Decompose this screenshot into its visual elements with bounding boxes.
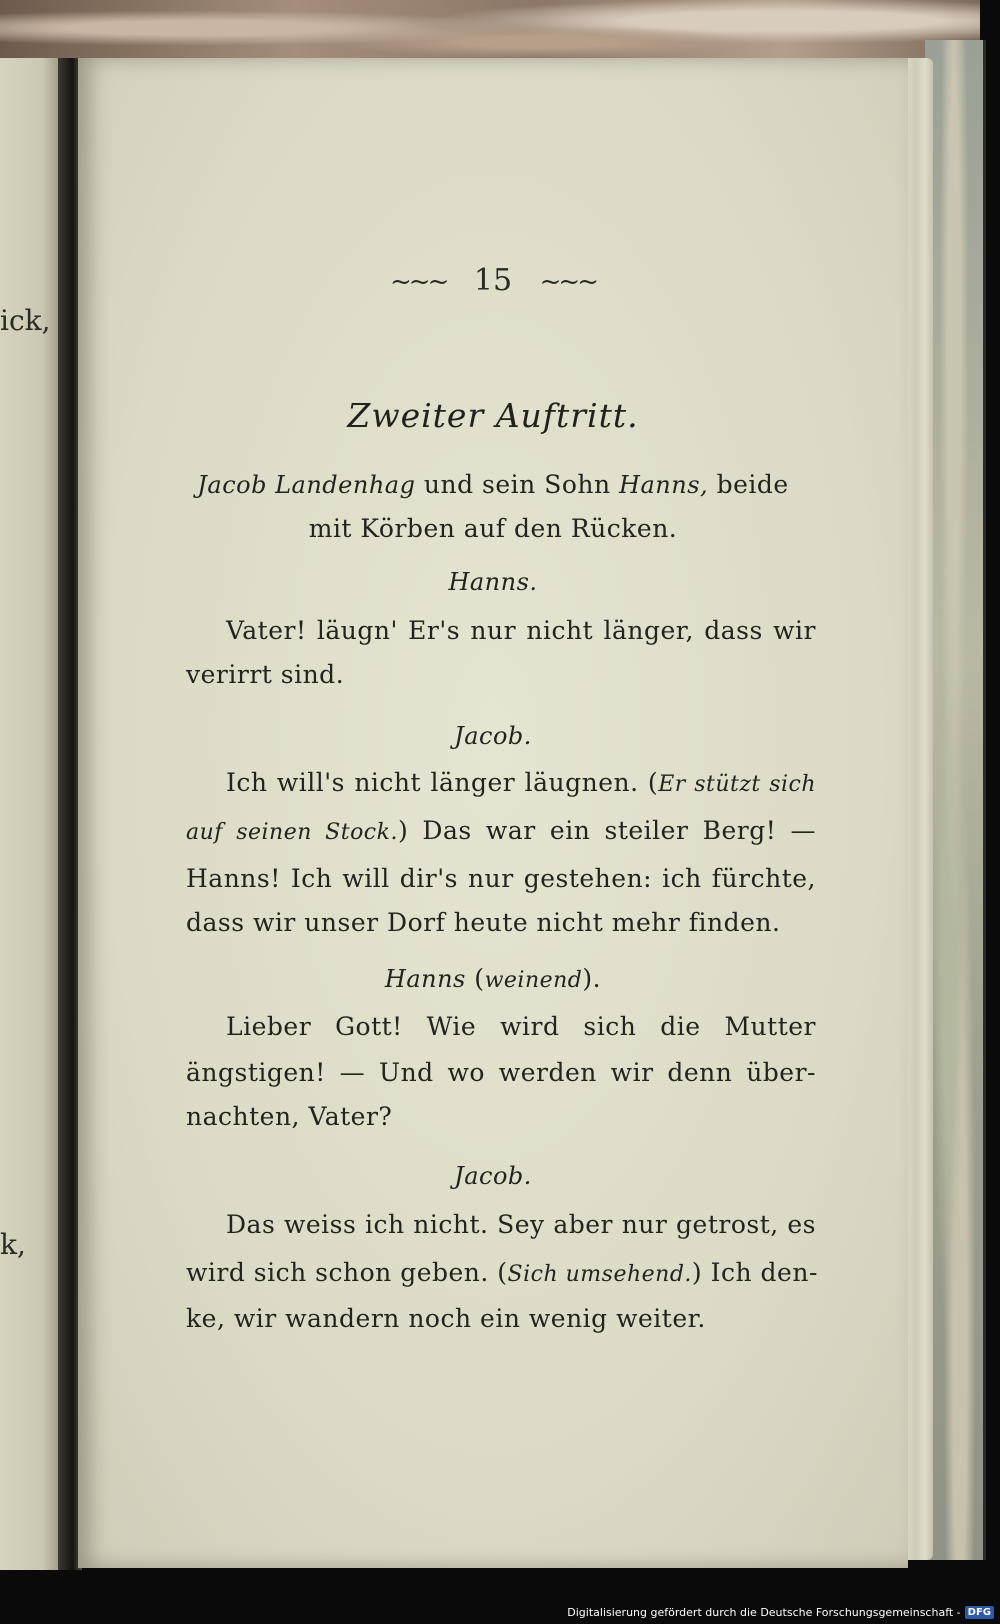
dialogue-line: Hanns! Ich will dir's nur gestehen: ich fürchte, bbox=[186, 864, 816, 893]
speaker-label: Hanns. bbox=[448, 568, 538, 596]
scene-title: Zweiter Auftritt. bbox=[347, 396, 639, 435]
ornament-icon: ~~~ bbox=[390, 267, 447, 297]
left-page-text-fragment: ick, bbox=[0, 304, 51, 337]
speaker-label bbox=[78, 964, 908, 993]
dialogue-text: wird sich schon geben. ( bbox=[186, 1258, 508, 1287]
stage-direction-inline: auf seinen Stock. bbox=[186, 820, 398, 845]
dialogue-line: dass wir unser Dorf heute nicht mehr finden. bbox=[186, 908, 781, 937]
dialogue-line: ängstigen! — Und wo werden wir denn über- bbox=[186, 1058, 816, 1087]
dialogue-line: ke, wir wandern noch ein wenig weiter. bbox=[186, 1304, 706, 1333]
dialogue-line: verirrt sind. bbox=[186, 660, 345, 689]
dialogue-text: ) Ich den- bbox=[691, 1258, 818, 1287]
stage-direction-line bbox=[78, 470, 908, 499]
speaker-paren: ( bbox=[465, 964, 485, 993]
speaker-label: Jacob. bbox=[454, 1162, 532, 1190]
left-page-text-fragment: k, bbox=[0, 1228, 26, 1261]
page-number: 15 bbox=[473, 263, 513, 298]
dialogue-line bbox=[226, 768, 816, 797]
page-header bbox=[78, 263, 908, 298]
stage-direction-inline: Er stützt sich bbox=[658, 772, 817, 797]
dialogue-text: ) Das war ein steiler Berg! — bbox=[397, 816, 817, 845]
page-block-edge bbox=[905, 58, 933, 1560]
digitization-credit bbox=[567, 1604, 994, 1620]
book-page bbox=[78, 58, 908, 1568]
dialogue-line: Vater! läugn' Er's nur nicht länger, dass wir bbox=[226, 616, 816, 645]
character-name: Hanns, bbox=[619, 471, 709, 499]
dialogue-line bbox=[186, 816, 816, 845]
marbled-cover-edge bbox=[925, 40, 986, 1560]
dialogue-line bbox=[186, 1258, 816, 1287]
ornament-icon: ~~~ bbox=[539, 267, 596, 297]
credit-text: Digitalisierung gefördert durch die Deutsche Forschungsgemeinschaft - bbox=[567, 1605, 961, 1619]
character-name: Jacob Landenhag bbox=[197, 471, 416, 499]
stage-direction-line: mit Körben auf den Rücken. bbox=[308, 514, 678, 543]
stage-direction-inline: weinend bbox=[484, 968, 583, 993]
speaker-label: Jacob. bbox=[454, 722, 532, 750]
speaker-name: Hanns bbox=[384, 965, 466, 993]
stage-direction-text: beide bbox=[708, 470, 789, 499]
previous-page-fragment bbox=[0, 58, 60, 1570]
dialogue-text: Ich will's nicht länger läugnen. ( bbox=[226, 768, 659, 797]
speaker-paren: ). bbox=[582, 964, 602, 993]
stage-direction-text: und sein Sohn bbox=[415, 470, 620, 499]
dialogue-line: nachten, Vater? bbox=[186, 1102, 393, 1131]
dialogue-line: Lieber Gott! Wie wird sich die Mutter bbox=[226, 1012, 816, 1041]
stage-direction-inline: Sich umsehend. bbox=[507, 1262, 692, 1287]
dfg-logo-icon: DFG bbox=[965, 1606, 994, 1619]
dialogue-line: Das weiss ich nicht. Sey aber nur getrost, es bbox=[226, 1210, 816, 1239]
